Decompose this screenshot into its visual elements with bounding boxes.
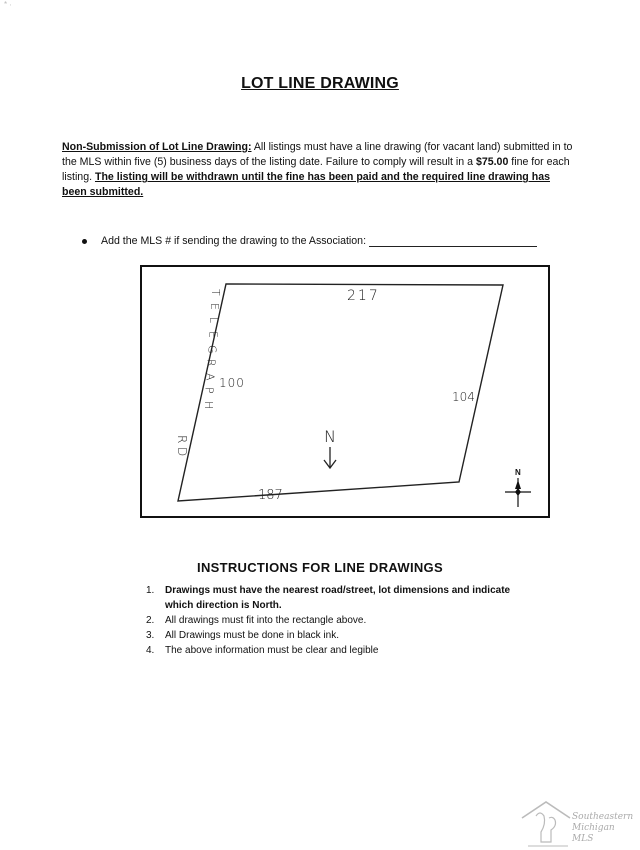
instruction-item: [146, 613, 546, 628]
instructions-list: [146, 583, 546, 658]
instruction-number: 3.: [146, 630, 155, 641]
page-title: LOT LINE DRAWING: [241, 75, 399, 92]
road-letter: G: [205, 345, 219, 354]
road-suffix-letter: D: [175, 447, 189, 457]
north-arrow-label: N: [324, 427, 336, 446]
instruction-text: Drawings must have the nearest road/street, lot dimensions and indicate which direction is North.: [165, 585, 511, 611]
instruction-number: 2.: [146, 615, 155, 626]
corner-mark: * ∙: [4, 0, 12, 9]
instruction-text: The above information must be clear and legible: [165, 645, 379, 656]
dimension-left: 100: [219, 376, 245, 390]
logo-line-3: MLS: [572, 834, 594, 844]
lot-sketch: [142, 267, 548, 516]
logo-line-1: Southeastern: [572, 812, 634, 822]
instruction-number: 1.: [146, 585, 155, 596]
road-letter: T: [209, 289, 222, 296]
road-name: [175, 289, 222, 456]
road-letter: E: [208, 303, 222, 310]
lot-drawing-box: [140, 265, 550, 518]
notice-warning: The listing will be withdrawn until the fine has been paid and the required line drawing has been submitted.: [62, 171, 550, 198]
road-letter: L: [207, 317, 221, 324]
logo-text: [572, 812, 633, 845]
road-suffix-letter: R: [175, 435, 189, 444]
road-letter: P: [202, 387, 216, 394]
compass-label: N: [515, 468, 521, 477]
instruction-item: [146, 643, 546, 658]
non-submission-notice: [62, 140, 574, 200]
instruction-text: All drawings must fit into the rectangle above.: [165, 615, 367, 626]
mls-number-label: Add the MLS # if sending the drawing to the Association:: [101, 235, 367, 247]
north-arrow-icon: [324, 447, 336, 468]
notice-fine-amount: $75.00: [475, 156, 509, 168]
instruction-item: [146, 583, 546, 613]
logo-line-2: Michigan: [572, 823, 615, 833]
dimension-top: 217: [347, 288, 380, 304]
road-letter: A: [203, 373, 217, 381]
road-letter: R: [204, 359, 218, 367]
notice-after-fine: fine for each listing.: [62, 156, 570, 183]
road-letter: E: [206, 331, 220, 338]
instruction-text: All Drawings must be done in black ink.: [165, 630, 339, 641]
bullet-dot: [82, 239, 87, 244]
road-letter: H: [201, 401, 215, 410]
instruction-number: 4.: [146, 645, 155, 656]
instructions-title: INSTRUCTIONS FOR LINE DRAWINGS: [197, 560, 443, 575]
dimension-right: 104: [452, 390, 475, 404]
mls-number-field[interactable]: [369, 236, 537, 247]
instruction-item: [146, 628, 546, 643]
notice-body: All listings must have a line drawing (for vacant land) submitted in to the MLS within five (5) business days of the listing date. Failure to comply will result in a: [62, 141, 573, 168]
mls-number-line: [82, 235, 537, 247]
compass-icon: [505, 478, 531, 507]
dimension-bottom: 187: [258, 488, 283, 503]
notice-lead: Non-Submission of Lot Line Drawing:: [62, 141, 252, 153]
